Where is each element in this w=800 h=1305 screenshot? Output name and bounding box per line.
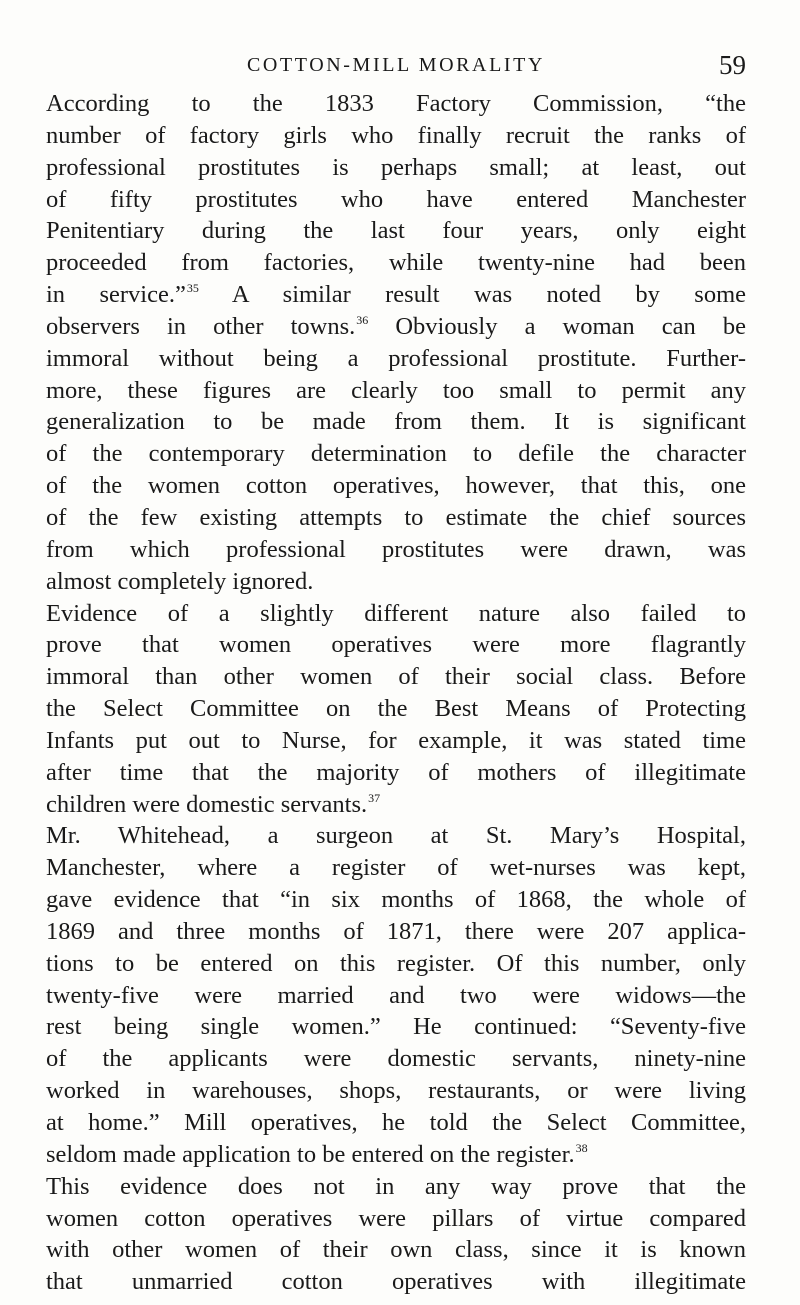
line-text: from which professional prostitutes were drawn, was [46, 535, 746, 563]
line-text: of the applicants were domestic servants, ninety-nine [46, 1045, 746, 1073]
line-text: with other women of their own class, since it is known [46, 1236, 746, 1264]
line-text: 1869 and three months of 1871, there were 207 applica- [46, 917, 746, 945]
text-line [46, 789, 746, 821]
text-line [46, 566, 746, 598]
line-text: women cotton operatives were pillars of virtue compared [46, 1204, 746, 1232]
line-text: prove that women operatives were more flagrantly [46, 631, 746, 659]
line-text: gave evidence that “in six months of 1868, the whole of [46, 886, 746, 914]
text-line [46, 215, 746, 247]
line-text: According to the 1833 Factory Commission, “the [46, 90, 746, 117]
text-line [46, 375, 746, 407]
text-line [46, 1234, 746, 1266]
page-number: 59 [719, 50, 746, 80]
text-line [46, 247, 746, 279]
text-line [46, 820, 746, 852]
text-line [46, 470, 746, 502]
running-title: COTTON-MILL MORALITY [246, 54, 546, 76]
line-text: immoral without being a professional prostitute. Further- [46, 344, 746, 372]
line-text: almost completely ignored. [46, 567, 314, 595]
text-line [46, 629, 746, 661]
line-text: Mr. Whitehead, a surgeon at St. Mary’s Hospital, [46, 822, 746, 850]
text-line [46, 693, 746, 725]
body-text [46, 88, 746, 1298]
line-text: proceeded from factories, while twenty-nine had been [46, 249, 746, 277]
line-text: children were domestic servants. [46, 790, 368, 818]
line-text: number of factory girls who finally recruit the ranks of [46, 121, 746, 149]
text-line [46, 406, 746, 438]
line-text: observers in other towns. [46, 312, 356, 340]
text-line [46, 725, 746, 757]
text-line [46, 980, 746, 1012]
line-text: of the few existing attempts to estimate the chief sources [46, 503, 746, 531]
text-line [46, 152, 746, 184]
line-text: seldom made application to be entered on the register. [46, 1140, 575, 1168]
text-line [46, 438, 746, 470]
line-text: Infants put out to Nurse, for example, it was stated time [46, 726, 746, 754]
text-line [46, 1171, 746, 1203]
line-text: This evidence does not in any way prove that the [46, 1172, 746, 1200]
text-line [46, 757, 746, 789]
text-line [46, 343, 746, 375]
line-text: of the contemporary determination to defile the character [46, 440, 746, 468]
text-line [46, 1107, 746, 1139]
text-line [46, 120, 746, 152]
line-text: worked in warehouses, shops, restaurants, or were living [46, 1077, 746, 1105]
line-text: that unmarried cotton operatives with illegitimate [46, 1268, 746, 1296]
line-text: in service.” [46, 281, 186, 309]
line-text: more, these figures are clearly too small to permit any [46, 376, 746, 404]
line-text: of the women cotton operatives, however, that this, one [46, 472, 746, 500]
footnote-marker: 36 [356, 312, 369, 327]
line-text-continued: A similar result was noted by some [198, 281, 746, 309]
line-text: at home.” Mill operatives, he told the Select Committee, [46, 1109, 746, 1136]
line-text: immoral than other women of their social class. Before [46, 663, 746, 691]
line-text: twenty-five were married and two were widows—the [46, 981, 746, 1009]
text-line [46, 279, 746, 311]
line-text: generalization to be made from them. It is significant [46, 408, 746, 436]
text-line [46, 884, 746, 916]
text-line [46, 1043, 746, 1075]
running-head [46, 50, 746, 86]
text-line [46, 1266, 746, 1298]
text-line [46, 534, 746, 566]
text-line [46, 661, 746, 693]
line-text: rest being single women.” He continued: “Seventy-five [46, 1013, 746, 1041]
text-line [46, 502, 746, 534]
text-line [46, 598, 746, 630]
text-line [46, 1011, 746, 1043]
line-text: the Select Committee on the Best Means of Protecting [46, 695, 746, 723]
line-text: Evidence of a slightly different nature also failed to [46, 599, 746, 627]
text-line [46, 852, 746, 884]
footnote-marker: 35 [186, 281, 199, 296]
line-text: of fifty prostitutes who have entered Manchester [46, 185, 746, 213]
footnote-marker: 38 [575, 1140, 588, 1155]
text-line [46, 88, 746, 120]
line-text: professional prostitutes is perhaps small; at least, out [46, 153, 746, 181]
line-text-continued: Obviously a woman can be [368, 312, 746, 340]
text-line [46, 184, 746, 216]
text-line [46, 311, 746, 343]
line-text: after time that the majority of mothers of illegitimate [46, 758, 746, 786]
text-line [46, 948, 746, 980]
text-line [46, 1139, 746, 1171]
footnote-marker: 37 [368, 790, 381, 805]
text-line [46, 916, 746, 948]
line-text: Manchester, where a register of wet-nurses was kept, [46, 854, 746, 882]
text-line [46, 1075, 746, 1107]
text-line [46, 1203, 746, 1235]
line-text: tions to be entered on this register. Of this number, only [46, 949, 746, 977]
line-text: Penitentiary during the last four years, only eight [46, 217, 746, 245]
